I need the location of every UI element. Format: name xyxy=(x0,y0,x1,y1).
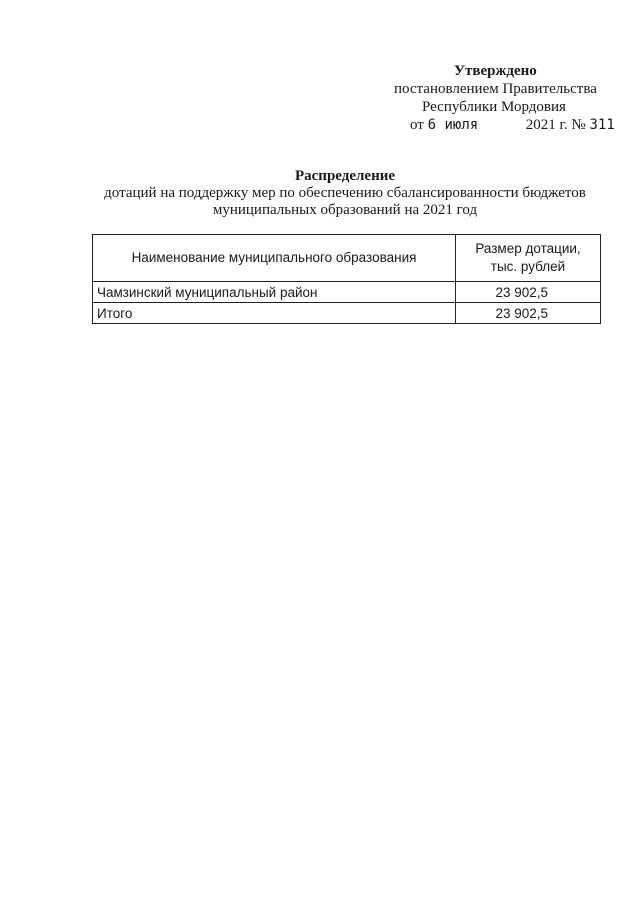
approval-issuer-line: постановлением Правительства xyxy=(394,81,597,97)
row-subsidy-amount: 23 902,5 xyxy=(456,282,601,303)
distribution-table xyxy=(92,234,601,324)
total-amount: 23 902,5 xyxy=(456,303,601,324)
table-header-row xyxy=(93,235,601,282)
approval-stamp xyxy=(380,62,620,134)
approval-handwritten-date: 6 июля xyxy=(427,117,479,133)
total-label: Итого xyxy=(93,303,456,324)
approval-year-text: 2021 г. № xyxy=(525,117,586,133)
approval-date-prefix: от xyxy=(410,117,424,133)
document-title: Распределение xyxy=(294,168,396,184)
row-municipality-name: Чамзинский муниципальный район xyxy=(93,282,456,303)
approval-heading: Утверждено xyxy=(454,63,537,79)
approval-number: 311 xyxy=(589,117,615,133)
table-row-total xyxy=(93,303,601,324)
document-subtitle-line1: дотаций на поддержку мер по обеспечению сбалансированности бюджетов xyxy=(104,185,586,201)
approval-date-line xyxy=(380,116,620,134)
approval-republic-line: Республики Мордовия xyxy=(422,99,566,115)
header-amount-line1: Размер дотации, xyxy=(475,241,581,256)
document-subtitle-line2: муниципальных образований на 2021 год xyxy=(212,202,478,218)
document-title-block xyxy=(90,168,600,219)
table-row xyxy=(93,282,601,303)
header-subsidy-amount xyxy=(456,235,601,282)
header-amount-line2: тыс. рублей xyxy=(490,259,566,274)
header-municipality-name: Наименование муниципального образования xyxy=(93,235,456,282)
